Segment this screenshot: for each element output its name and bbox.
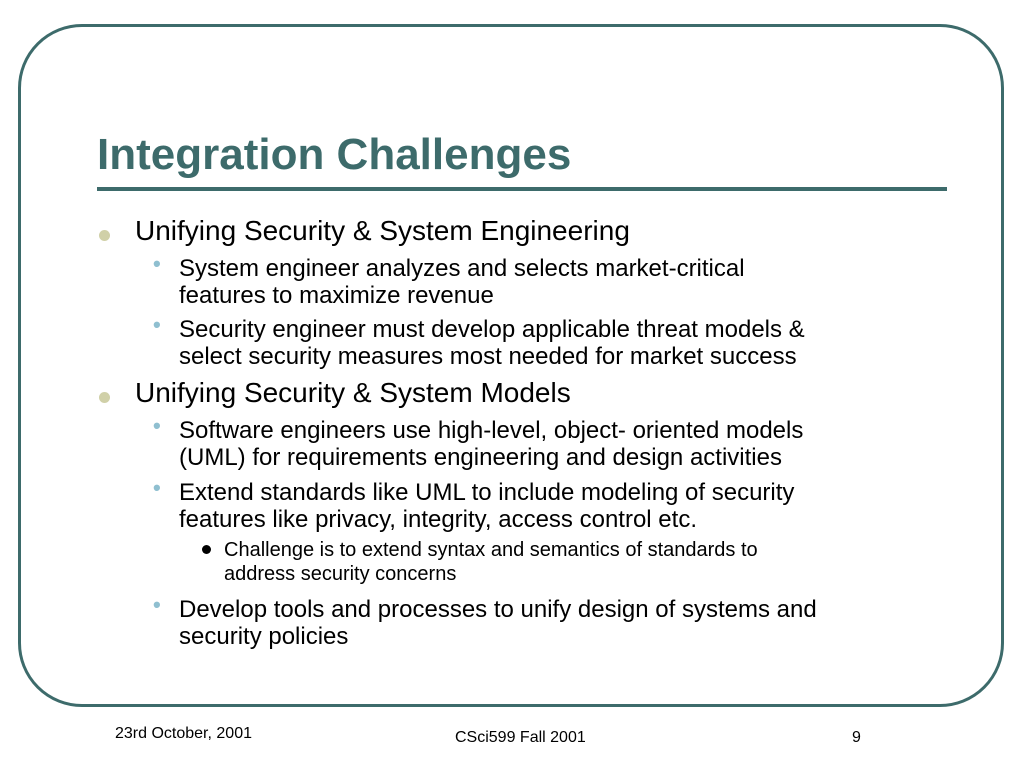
sub-bullet — [179, 255, 745, 309]
sub-bullet-line: Software engineers use high-level, object- oriented models — [179, 417, 804, 444]
sub-bullet-line: features like privacy, integrity, access control etc. — [179, 506, 697, 533]
sub-bullet-icon: • — [153, 592, 161, 617]
sub-bullet-line: features to maximize revenue — [179, 282, 494, 309]
footer-date: 23rd October, 2001 — [115, 725, 252, 742]
sub-bullet — [179, 417, 803, 471]
sub-bullet-icon: • — [153, 312, 161, 337]
sub-bullet-icon: • — [153, 413, 161, 438]
sub-sub-bullet-icon — [202, 545, 211, 554]
sub-sub-bullet-line: Challenge is to extend syntax and semantics of standards to — [224, 539, 758, 561]
bullet-level1: Unifying Security & System Engineering — [135, 215, 630, 246]
sub-bullet-line: select security measures most needed for market success — [179, 343, 797, 370]
sub-bullet-line: (UML) for requirements engineering and design activities — [179, 444, 782, 471]
sub-bullet-line: System engineer analyzes and selects market-critical — [179, 255, 745, 282]
bullet-dot-icon — [99, 392, 110, 403]
sub-bullet — [179, 479, 794, 533]
sub-bullet — [179, 596, 817, 650]
sub-sub-bullet-line: address security concerns — [224, 563, 457, 585]
footer-course: CSci599 Fall 2001 — [455, 729, 586, 746]
sub-bullet — [179, 316, 805, 370]
bullet-level1: Unifying Security & System Models — [135, 377, 571, 408]
sub-bullet-icon: • — [153, 475, 161, 500]
sub-bullet-line: Extend standards like UML to include modeling of security — [179, 479, 795, 506]
sub-sub-bullet — [224, 538, 758, 586]
footer-page-number: 9 — [852, 729, 861, 746]
sub-bullet-line: security policies — [179, 623, 349, 650]
sub-bullet-line: Develop tools and processes to unify design of systems and — [179, 596, 817, 623]
sub-bullet-line: Security engineer must develop applicable threat models & — [179, 316, 805, 343]
slide-title: Integration Challenges — [97, 130, 572, 179]
bullet-dot-icon — [99, 230, 110, 241]
sub-bullet-icon: • — [153, 251, 161, 276]
